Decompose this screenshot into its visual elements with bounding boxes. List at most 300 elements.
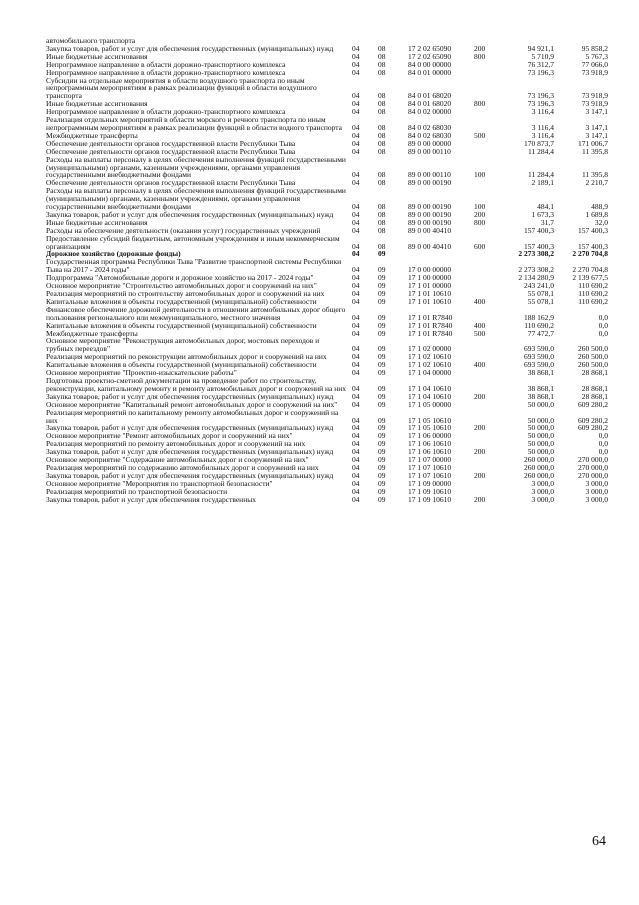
page-number: 64 (592, 834, 606, 849)
row-target-article: 17 1 04 10610 (408, 391, 452, 401)
row-section-code: 04 (352, 122, 360, 132)
row-expense-type (474, 432, 496, 440)
row-name: Основное мероприятие "Строительство автомобильных дорог и сооружений на них" (46, 281, 317, 291)
row-section-code: 04 (352, 178, 360, 188)
row-expense-type (474, 369, 496, 377)
row-expense-type (474, 61, 496, 69)
table-row (46, 258, 608, 274)
row-amount-year2: 609 280,2 (578, 423, 608, 433)
row-name: Реализация отдельных мероприятий в области морского и речного транспорта по иным непрограммным мероприятиям в рамках реализации функций в области водного транспорта (46, 115, 342, 132)
row-name: Реализация мероприятий по реконструкции автомобильных дорог и сооружений на них (46, 352, 327, 362)
row-amount-year2: 171 006,7 (578, 138, 608, 148)
row-target-article: 84 0 00 00000 (408, 59, 452, 69)
row-expense-type: 500 (474, 328, 486, 338)
row-name: Основное мероприятие "Содержание автомобильных дорог и сооружений на них" (46, 455, 309, 465)
row-section-code: 04 (352, 281, 360, 291)
row-amount-year1: 170 873,7 (524, 138, 554, 148)
row-subsection-code: 08 (378, 225, 386, 235)
row-amount-year1: 50 000,0 (527, 399, 554, 409)
table-row (46, 116, 608, 132)
row-expense-type (474, 108, 496, 116)
row-amount-year1: 55 078,1 (527, 289, 554, 298)
row-expense-type: 400 (474, 320, 486, 330)
table-row (46, 77, 608, 101)
row-target-article: 84 0 02 00000 (408, 107, 452, 117)
row-target-article: 17 1 05 00000 (408, 399, 452, 409)
row-amount-year2: 28 868,1 (581, 391, 608, 401)
row-amount-year1: 11 284,4 (528, 146, 554, 156)
row-expense-type (474, 77, 496, 101)
row-name: Обеспечение деятельности органов государственной власти Республики Тыва (46, 146, 296, 156)
row-section-code: 04 (352, 130, 360, 140)
row-target-article: 17 1 06 00000 (408, 431, 452, 441)
row-amount-year1: 55 078,1 (527, 296, 554, 306)
row-expense-type: 100 (474, 170, 486, 180)
row-section-code: 04 (352, 399, 360, 409)
row-amount-year2: 1 689,8 (585, 209, 608, 219)
row-expense-type (474, 401, 496, 409)
row-target-article: 89 0 00 00190 (408, 217, 452, 227)
row-subsection-code: 09 (378, 423, 386, 433)
row-subsection-code: 08 (378, 217, 386, 227)
row-amount-year1: 1 673,3 (531, 209, 554, 219)
row-name: Основное мероприятие "Проектно-изыскательские работы" (46, 368, 237, 378)
row-subsection-code: 08 (378, 59, 386, 69)
table-row (46, 235, 608, 251)
row-section-code: 04 (352, 320, 360, 330)
row-name: Основное мероприятие "Мероприятия по транспортной безопасности" (46, 478, 273, 488)
row-subsection-code: 08 (378, 43, 386, 53)
row-expense-type: 200 (474, 470, 486, 480)
row-name: Основное мероприятие "Капитальный ремонт автомобильных дорог и сооружений на них" (46, 399, 338, 409)
row-section-code: 04 (352, 138, 360, 148)
budget-table-body (46, 37, 608, 503)
row-amount-year1: 3 000,0 (531, 478, 554, 488)
row-section-code: 04 (352, 225, 360, 235)
row-subsection-code: 09 (378, 360, 386, 370)
row-amount-year1: 3 116,4 (531, 122, 554, 132)
row-section-code: 04 (352, 431, 360, 441)
row-amount-year2: 110 690,2 (578, 281, 608, 291)
row-section-code: 04 (352, 296, 360, 306)
row-name: Закупка товаров, работ и услуг для обеспечения государственных (муниципальных) нужд (46, 470, 334, 480)
row-name: Непрограммное направление в области дорожно-транспортного комплекса (46, 107, 286, 117)
row-expense-type: 800 (474, 217, 486, 227)
row-subsection-code: 09 (378, 470, 386, 480)
row-section-code: 04 (352, 486, 360, 496)
row-section-code: 04 (352, 170, 360, 180)
row-subsection-code: 08 (378, 67, 386, 77)
row-amount-year2: 260 500,0 (578, 344, 608, 354)
row-name: Обеспечение деятельности органов государственной власти Республики Тыва (46, 178, 296, 188)
row-subsection-code: 08 (378, 91, 386, 101)
row-amount-year1: 3 116,4 (531, 107, 554, 117)
row-name: Основное мероприятие "Реконструкция автомобильных дорог, мостовых переходов и трубных переездов" (46, 336, 320, 354)
row-name: Расходы на обеспечение деятельности (оказания услуг) государственных учреждений (46, 225, 321, 235)
row-amount-year1: 50 000,0 (527, 431, 554, 441)
row-target-article: 84 0 01 68020 (408, 99, 452, 109)
row-target-article (408, 250, 474, 258)
row-amount-year2: 2 139 677,5 (572, 273, 608, 283)
row-subsection-code: 09 (378, 352, 386, 362)
row-target-article: 17 1 01 00000 (408, 281, 452, 291)
row-amount-year1: 73 196,3 (527, 99, 554, 109)
row-target-article: 17 1 01 R7840 (408, 328, 453, 338)
row-name: Межбюджетные трансферты (46, 130, 138, 140)
row-section-code: 04 (352, 202, 360, 212)
row-target-article: 84 0 01 68020 (408, 91, 452, 101)
row-section-code: 04 (352, 217, 360, 227)
row-amount-year1: 110 690,2 (524, 320, 554, 330)
row-expense-type (474, 258, 496, 274)
row-expense-type: 200 (474, 391, 486, 401)
row-name: автомобильного транспорта (46, 36, 136, 45)
row-amount-year1: 693 590,0 (524, 352, 554, 362)
row-name: Закупка товаров, работ и услуг для обеспечения государственных (муниципальных) нужд (46, 423, 334, 433)
row-expense-type (474, 306, 496, 322)
row-section-code: 04 (352, 241, 360, 251)
row-section-code: 04 (352, 447, 360, 457)
row-amount-year2: 0,0 (598, 431, 608, 441)
row-target-article: 17 1 09 10610 (408, 494, 452, 504)
row-target-article: 17 1 01 R7840 (408, 320, 453, 330)
row-section-code: 04 (352, 51, 360, 61)
row-amount-year2: 0,0 (598, 447, 608, 457)
row-expense-type: 200 (474, 43, 486, 53)
row-amount-year2: 270 000,0 (578, 470, 608, 480)
row-amount-year1: 50 000,0 (527, 423, 554, 433)
row-target-article: 84 0 02 68030 (408, 130, 452, 140)
row-amount-year2: 0,0 (598, 312, 608, 322)
row-expense-type (474, 274, 496, 282)
row-subsection-code: 09 (378, 320, 386, 330)
row-subsection-code: 08 (378, 178, 386, 188)
row-subsection-code: 09 (378, 486, 386, 496)
row-expense-type (474, 409, 496, 425)
row-amount-year1: 3 000,0 (531, 494, 554, 504)
row-name: Государственная программа Республики Тыва "Развитие транспортной системы Республики Тыва на 2017 - 2024 годы" (46, 257, 342, 275)
row-section-code: 04 (352, 265, 360, 275)
row-subsection-code: 08 (378, 170, 386, 180)
row-subsection-code: 09 (378, 462, 386, 472)
row-subsection-code: 09 (378, 478, 386, 488)
row-amount-year1: 5 710,9 (531, 51, 554, 61)
budget-table (46, 37, 608, 503)
row-amount-year2: 32,0 (594, 217, 608, 227)
row-subsection-code: 09 (378, 399, 386, 409)
row-subsection-code: 09 (378, 296, 386, 306)
row-target-article: 17 1 02 10610 (408, 360, 452, 370)
row-name: Реализация мероприятий по транспортной безопасности (46, 486, 228, 496)
row-amount-year2: 5 767,3 (585, 51, 608, 61)
row-amount-year1: 94 921,1 (527, 43, 554, 53)
row-expense-type (474, 456, 496, 464)
row-name: Капитальные вложения в объекты государственной (муниципальной) собственности (46, 360, 317, 370)
row-target-article: 17 2 02 65090 (408, 43, 452, 53)
row-subsection-code: 08 (378, 107, 386, 117)
row-amount-year2: 0,0 (598, 439, 608, 449)
row-expense-type: 400 (474, 296, 486, 306)
row-amount-year2: 609 280,2 (578, 399, 608, 409)
row-amount-year1: 50 000,0 (527, 415, 554, 425)
row-target-article: 89 0 00 00190 (408, 178, 452, 188)
row-target-article: 17 1 07 10610 (408, 462, 452, 472)
row-amount-year1: 38 868,1 (527, 383, 554, 393)
row-section-code: 04 (352, 383, 360, 393)
row-expense-type: 800 (474, 51, 486, 61)
row-name: Капитальные вложения в объекты государственной (муниципальной) собственности (46, 296, 317, 306)
row-section-code: 04 (352, 67, 360, 77)
row-amount-year2: 3 000,0 (585, 478, 608, 488)
row-amount-year1: 693 590,0 (524, 360, 554, 370)
row-amount-year2: 2 270 704,8 (572, 265, 608, 275)
row-amount-year1: 76 312,7 (527, 59, 554, 69)
row-section-code: 04 (352, 91, 360, 101)
row-name: Реализация мероприятий по содержанию автомобильных дорог и сооружений на них (46, 462, 319, 472)
row-name: Закупка товаров, работ и услуг для обеспечения государственных (муниципальных) нужд (46, 447, 334, 457)
row-name: Расходы на выплаты персоналу в целях обеспечения выполнения функций государственными (муниципальными) органами, казенными учреждениями, органами управления государственными внебюджетными фондами (46, 154, 346, 180)
row-name: Закупка товаров, работ и услуг для обеспечения государственных (46, 494, 257, 504)
row-amount-year2: 95 858,2 (581, 43, 608, 53)
row-subsection-code: 09 (378, 494, 386, 504)
row-subsection-code: 09 (378, 447, 386, 457)
row-amount-year2: 73 918,9 (581, 91, 608, 101)
row-subsection-code: 08 (378, 202, 386, 212)
row-section-code: 04 (352, 470, 360, 480)
row-expense-type (474, 179, 496, 187)
row-expense-type (474, 480, 496, 488)
row-name: Иные бюджетные ассигнования (46, 51, 148, 61)
row-amount-year1: 260 000,0 (524, 462, 554, 472)
row-amount-year2: 157 400,3 (578, 225, 608, 235)
row-name: Финансовое обеспечение дорожной деятельности в отношении автомобильных дорог общего пользования регионального или межмуниципального, местного значения (46, 304, 346, 322)
row-section-code: 04 (352, 249, 360, 259)
row-section-code: 04 (352, 43, 360, 53)
row-amount-year1: 188 162,9 (524, 312, 554, 322)
row-subsection-code: 09 (378, 383, 386, 393)
row-section-code: 04 (352, 391, 360, 401)
row-subsection-code: 09 (378, 273, 386, 283)
row-amount-year2: 260 500,0 (578, 360, 608, 370)
row-subsection-code: 08 (378, 130, 386, 140)
row-amount-year2: 270 000,0 (578, 462, 608, 472)
row-expense-type: 200 (474, 494, 486, 504)
row-name: Субсидии на отдельные мероприятия в области воздушного транспорта по иным непрограммным мероприятиям в рамках реализации функций в области воздушного транспорта (46, 75, 317, 101)
row-amount-year1: 157 400,3 (524, 241, 554, 251)
row-section-code: 04 (352, 99, 360, 109)
row-section-code: 04 (352, 462, 360, 472)
row-amount-year2: 270 000,0 (578, 455, 608, 465)
row-name: Межбюджетные трансферты (46, 328, 138, 338)
row-subsection-code: 09 (378, 431, 386, 441)
row-amount-year1: 260 000,0 (524, 455, 554, 465)
table-row (46, 306, 608, 322)
row-subsection-code: 08 (378, 51, 386, 61)
row-amount-year2: 488,9 (591, 202, 608, 212)
row-name: Закупка товаров, работ и услуг для обеспечения государственных (муниципальных) нужд (46, 209, 334, 219)
row-section-code: 04 (352, 59, 360, 69)
row-section-code: 04 (352, 494, 360, 504)
row-expense-type: 200 (474, 423, 486, 433)
row-name: Реализация мероприятий по капитальному ремонту автомобильных дорог и сооружений на них (46, 407, 339, 425)
row-section-code: 04 (352, 289, 360, 298)
row-name: Закупка товаров, работ и услуг для обеспечения государственных (муниципальных) нужд (46, 43, 334, 53)
row-target-article: 17 1 07 10610 (408, 470, 452, 480)
row-target-article: 89 0 00 00110 (408, 170, 451, 180)
row-amount-year2: 260 500,0 (578, 352, 608, 362)
row-target-article: 84 0 01 00000 (408, 67, 452, 77)
row-name: Непрограммное направление в области дорожно-транспортного комплекса (46, 59, 286, 69)
row-amount-year2: 3 147,1 (585, 107, 608, 117)
row-target-article: 17 0 00 00000 (408, 265, 452, 275)
row-expense-type (474, 227, 496, 235)
row-target-article: 17 1 09 10610 (408, 486, 452, 496)
row-subsection-code: 08 (378, 99, 386, 109)
row-expense-type (474, 148, 496, 156)
row-target-article: 17 1 02 00000 (408, 344, 452, 354)
row-subsection-code: 09 (378, 312, 386, 322)
row-name: Непрограммное направление в области дорожно-транспортного комплекса (46, 67, 286, 77)
row-target-article: 17 1 05 10610 (408, 415, 452, 425)
table-row (46, 187, 608, 211)
row-expense-type (474, 337, 496, 353)
row-subsection-code: 09 (378, 455, 386, 465)
row-target-article: 17 1 04 00000 (408, 368, 452, 378)
row-amount-year1: 693 590,0 (524, 344, 554, 354)
row-section-code (346, 37, 374, 45)
row-amount-year1: 38 868,1 (527, 391, 554, 401)
row-amount-year1: 50 000,0 (527, 439, 554, 449)
row-name: Иные бюджетные ассигнования (46, 217, 148, 227)
row-target-article: 17 1 01 10610 (408, 289, 452, 298)
row-section-code: 04 (352, 455, 360, 465)
row-subsection-code: 09 (378, 281, 386, 291)
row-name: Закупка товаров, работ и услуг для обеспечения государственных (муниципальных) нужд (46, 391, 334, 401)
row-name: Капитальные вложения в объекты государственной (муниципальной) собственности (46, 320, 317, 330)
row-expense-type (474, 377, 496, 393)
row-target-article: 17 1 01 R7840 (408, 312, 453, 322)
row-amount-year2: 110 690,2 (578, 289, 608, 298)
row-name: Основное мероприятие "Ремонт автомобильных дорог и сооружений на них" (46, 431, 293, 441)
row-amount-year2: 77 066,0 (581, 59, 608, 69)
row-target-article: 17 1 02 10610 (408, 352, 452, 362)
row-amount-year2: 2 270 704,8 (572, 249, 608, 259)
row-amount-year2: 110 690,2 (578, 296, 608, 306)
row-subsection-code: 08 (378, 122, 386, 132)
row-amount-year1: 50 000,0 (527, 447, 554, 457)
row-amount-year1: 3 116,4 (531, 130, 554, 140)
row-target-article: 89 0 00 00190 (408, 209, 452, 219)
row-target-article: 17 1 05 10610 (408, 423, 452, 433)
row-target-article: 17 1 04 10610 (408, 383, 452, 393)
row-target-article: 89 0 00 00110 (408, 146, 451, 156)
row-amount-year1: 2 273 308,2 (518, 249, 554, 259)
row-amount-year1: 73 196,3 (527, 67, 554, 77)
row-name: Предоставление субсидий бюджетным, автономным учреждениям и иным некоммерческим организациям (46, 233, 340, 251)
table-row (46, 337, 608, 353)
row-target-article: 17 1 01 10610 (408, 296, 452, 306)
row-subsection-code: 09 (378, 415, 386, 425)
row-amount-year2: 73 918,9 (581, 99, 608, 109)
row-amount-year1: 11 284,4 (528, 170, 554, 180)
row-amount-year2: 3 147,1 (585, 122, 608, 132)
row-amount-year1: 2 134 280,9 (518, 273, 554, 283)
row-name: Подпрограмма "Автомобильные дороги и дорожное хозяйство на 2017 - 2024 годы" (46, 273, 314, 283)
row-section-code: 04 (352, 478, 360, 488)
row-section-code: 04 (352, 352, 360, 362)
row-amount-year2: 73 918,9 (581, 67, 608, 77)
row-subsection-code: 09 (378, 439, 386, 449)
row-amount-year2: 3 000,0 (585, 486, 608, 496)
row-amount-year1: 484,1 (537, 202, 554, 212)
row-name: Реализация мероприятий по ремонту автомобильных дорог и сооружений на них (46, 439, 306, 449)
row-target-article: 17 1 00 00000 (408, 273, 452, 283)
row-name: Дорожное хозяйство (дорожные фонды) (46, 249, 181, 259)
row-expense-type (474, 282, 496, 290)
row-section-code: 04 (352, 107, 360, 117)
row-target-article: 17 1 07 00000 (408, 455, 452, 465)
row-expense-type (474, 69, 496, 77)
row-subsection-code: 09 (378, 328, 386, 338)
row-amount-year2: 157 400,3 (578, 241, 608, 251)
row-expense-type: 100 (474, 202, 486, 212)
row-section-code: 04 (352, 360, 360, 370)
row-subsection-code: 08 (378, 138, 386, 148)
row-target-article: 89 0 00 40410 (408, 225, 452, 235)
row-subsection-code: 08 (378, 241, 386, 251)
row-target-article: 17 2 02 65090 (408, 51, 452, 61)
row-name: Иные бюджетные ассигнования (46, 99, 148, 109)
row-expense-type: 500 (474, 130, 486, 140)
table-row (46, 409, 608, 425)
row-target-article: 17 1 09 00000 (408, 478, 452, 488)
row-amount-year1: 38 868,1 (527, 368, 554, 378)
row-amount-year2: 0,0 (598, 328, 608, 338)
row-amount-year1: 243 241,0 (524, 281, 554, 291)
row-expense-type: 200 (474, 447, 486, 457)
row-expense-type: 400 (474, 360, 486, 370)
row-amount-year1: 77 472,7 (527, 328, 554, 338)
row-amount-year2: 11 395,8 (582, 170, 608, 180)
row-name: Расходы на выплаты персоналу в целях обеспечения выполнения функций государственными (муниципальными) органами, казенными учреждениями, органами управления государственными внебюджетными фондами (46, 186, 346, 212)
row-subsection-code: 09 (378, 289, 386, 298)
row-expense-type: 800 (474, 99, 486, 109)
table-row (46, 496, 608, 504)
row-amount-year2: 0,0 (598, 320, 608, 330)
row-amount-year1: 2 273 308,2 (518, 265, 554, 275)
row-target-article: 89 0 00 40410 (408, 241, 452, 251)
row-amount-year1: 3 000,0 (531, 486, 554, 496)
row-section-code: 04 (352, 415, 360, 425)
row-amount-year1: 260 000,0 (524, 470, 554, 480)
row-amount-year1: 157 400,3 (524, 225, 554, 235)
row-amount-year2: 3 147,1 (585, 130, 608, 140)
row-amount-year2: 28 868,1 (581, 368, 608, 378)
row-section-code: 04 (352, 209, 360, 219)
table-row (46, 377, 608, 393)
row-name: Обеспечение деятельности органов государственной власти Республики Тыва (46, 138, 296, 148)
row-subsection-code: 09 (378, 265, 386, 275)
row-subsection-code: 09 (378, 368, 386, 378)
row-amount-year2: 609 280,2 (578, 415, 608, 425)
row-section-code: 04 (352, 368, 360, 378)
row-expense-type: 600 (474, 241, 486, 251)
row-subsection-code: 08 (378, 146, 386, 156)
row-target-article: 17 1 06 10610 (408, 439, 452, 449)
row-section-code: 04 (352, 439, 360, 449)
row-section-code: 04 (352, 146, 360, 156)
row-section-code: 04 (352, 312, 360, 322)
